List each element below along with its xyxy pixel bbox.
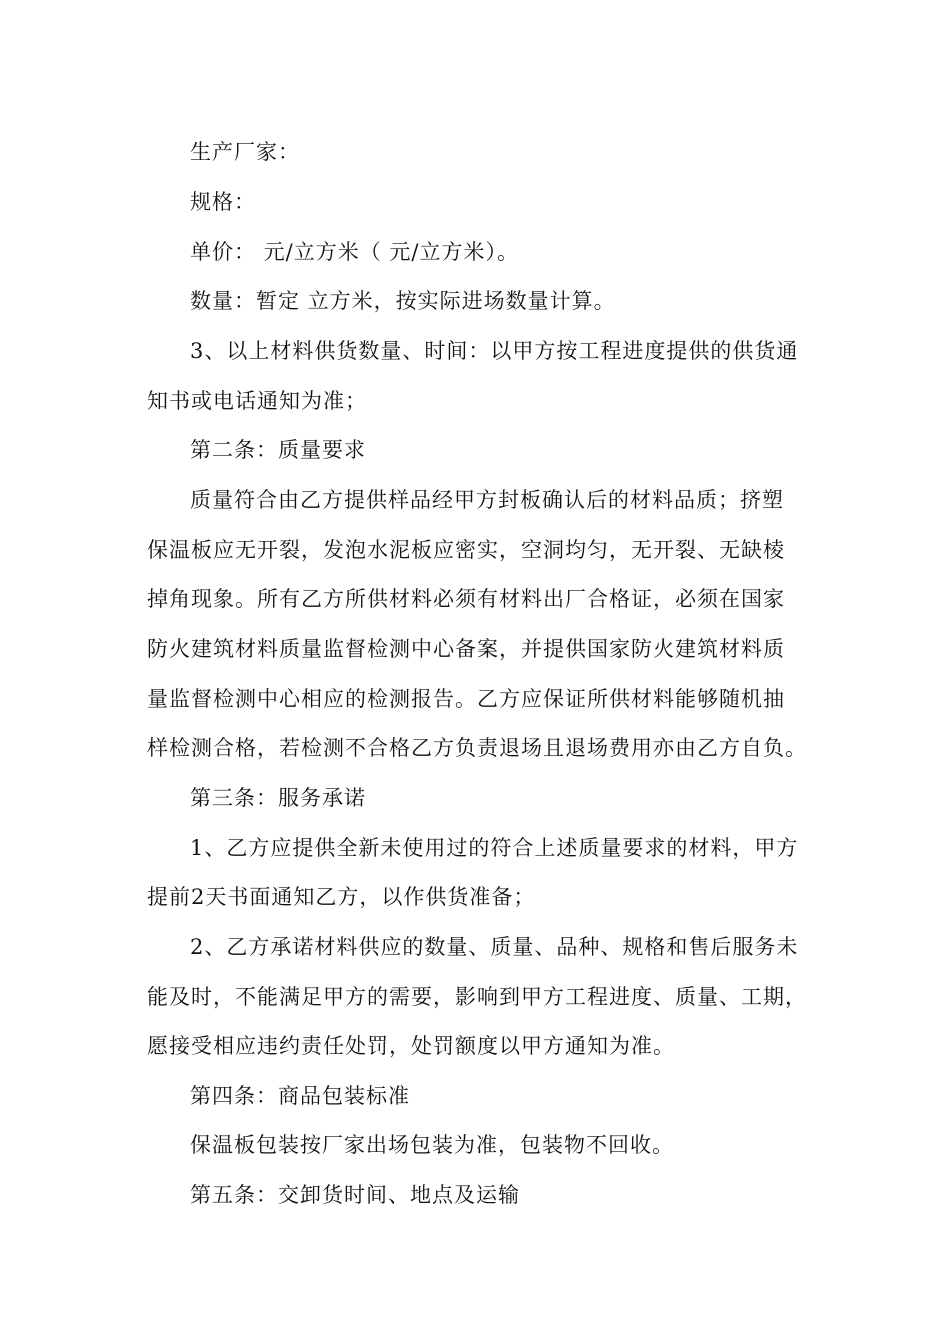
text-line: 量监督检测中心相应的检测报告。乙方应保证所供材料能够随机抽 — [147, 687, 785, 711]
text-line: 1、乙方应提供全新未使用过的符合上述质量要求的材料，甲方 — [190, 836, 799, 860]
text-line: 生产厂家： — [190, 140, 300, 164]
text-line: 提前2天书面通知乙方，以作供货准备； — [147, 885, 536, 909]
text-line: 3、以上材料供货数量、时间：以甲方按工程进度提供的供货通 — [190, 339, 799, 363]
text-line: 单价： 元/立方米（ 元/立方米）。 — [190, 240, 519, 264]
text-line: 规格： — [190, 190, 256, 214]
text-line: 防火建筑材料质量监督检测中心备案，并提供国家防火建筑材料质 — [147, 637, 785, 661]
text-line: 保温板应无开裂，发泡水泥板应密实，空洞均匀，无开裂、无缺棱 — [147, 538, 785, 562]
section-heading: 第三条：服务承诺 — [190, 786, 366, 810]
section-heading: 第五条：交卸货时间、地点及运输 — [190, 1183, 520, 1207]
text-line: 掉角现象。所有乙方所供材料必须有材料出厂合格证，必须在国家 — [147, 587, 785, 611]
text-line: 知书或电话通知为准； — [147, 389, 367, 413]
text-line: 2、乙方承诺材料供应的数量、质量、品种、规格和售后服务未 — [190, 935, 799, 959]
text-line: 样检测合格，若检测不合格乙方负责退场且退场费用亦由乙方自负。 — [147, 736, 807, 760]
text-line: 保温板包装按厂家出场包装为准，包装物不回收。 — [190, 1133, 674, 1157]
section-heading: 第二条：质量要求 — [190, 438, 366, 462]
text-line: 愿接受相应违约责任处罚，处罚额度以甲方通知为准。 — [147, 1034, 675, 1058]
text-line: 质量符合由乙方提供样品经甲方封板确认后的材料品质；挤塑 — [190, 488, 784, 512]
text-line: 能及时，不能满足甲方的需要，影响到甲方工程进度、质量、工期， — [147, 985, 807, 1009]
text-line: 数量：暂定 立方米，按实际进场数量计算。 — [190, 289, 616, 313]
section-heading: 第四条：商品包装标准 — [190, 1084, 410, 1108]
